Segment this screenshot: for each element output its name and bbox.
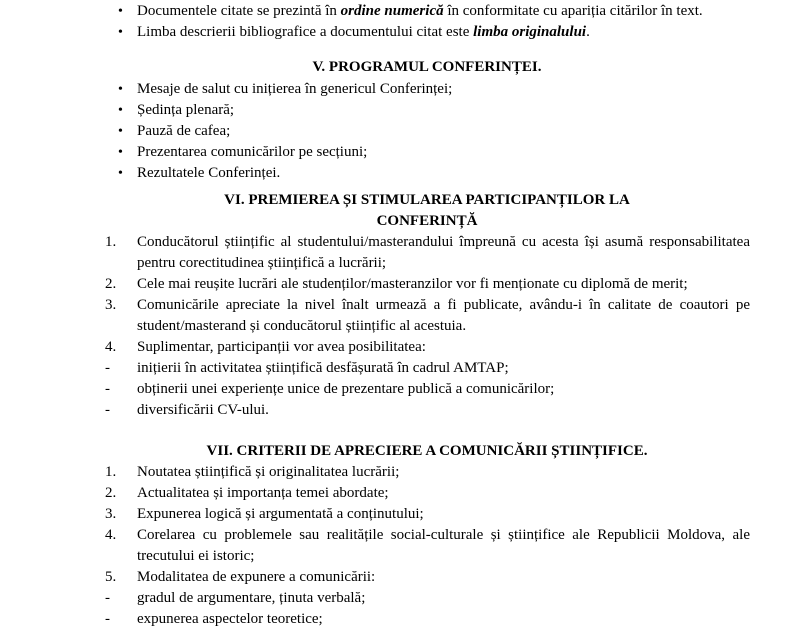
- list-item-text: Rezultatele Conferinței.: [137, 165, 281, 181]
- section-vi-heading-line1: VI. PREMIEREA ȘI STIMULAREA PARTICIPANȚILOR LA: [224, 192, 630, 208]
- section-vi-heading: [104, 190, 750, 232]
- list-number: 2.: [105, 485, 117, 501]
- list-item-text: gradul de argumentare, ținuta verbală;: [137, 590, 366, 606]
- list-item: [104, 79, 750, 100]
- list-item-text: expunerea aspectelor teoretice;: [137, 611, 323, 627]
- list-number: 2.: [105, 276, 117, 292]
- list-item-text: Corelarea cu problemele sau realitățile social-culturale și științifice ale Republicii Moldova, ale trecutului ei istoric;: [137, 527, 750, 564]
- list-item-text: obținerii unei experiențe unice de prezentare publică a comunicărilor;: [137, 381, 555, 397]
- list-item: [104, 337, 750, 358]
- bullet-icon: •: [118, 103, 123, 118]
- section-vi-heading-line2: CONFERINȚĂ: [376, 213, 478, 229]
- list-item: [104, 588, 750, 609]
- list-item: [104, 400, 750, 421]
- section-vii-heading: VII. CRITERII DE APRECIERE A COMUNICĂRII ȘTIINȚIFICE.: [206, 443, 648, 459]
- list-item: [104, 274, 750, 295]
- list-number: 5.: [105, 569, 117, 585]
- emphasized-text: ordine numerică: [340, 3, 444, 19]
- list-item: [104, 121, 750, 142]
- list-item: [104, 609, 750, 630]
- text-run: în conformitate cu apariția citărilor în text.: [443, 3, 703, 19]
- bullet-icon: •: [118, 25, 123, 40]
- text-run: Documentele citate se prezintă în: [137, 3, 341, 19]
- text-run: .: [586, 24, 590, 40]
- list-item-text: Cele mai reușite lucrări ale studenților/masteranzilor vor fi menționate cu diplomă de merit;: [137, 276, 688, 292]
- list-item: [104, 100, 750, 121]
- bullet-icon: •: [118, 82, 123, 97]
- list-number: 4.: [105, 339, 117, 355]
- list-item-text: Ședința plenară;: [137, 102, 235, 118]
- bullet-icon: •: [118, 4, 123, 19]
- text-run: Limba descrierii bibliografice a documentului citat este: [137, 24, 474, 40]
- list-item: [104, 379, 750, 400]
- list-item: [104, 295, 750, 337]
- list-item-text: Mesaje de salut cu inițierea în genericul Conferinței;: [137, 81, 453, 97]
- dash-marker: -: [105, 402, 110, 418]
- list-item: [104, 22, 750, 43]
- dash-marker: -: [105, 590, 110, 606]
- list-item: [104, 142, 750, 163]
- dash-marker: -: [105, 381, 110, 397]
- list-item-text: [137, 3, 703, 19]
- list-item-text: Comunicările apreciate la nivel înalt urmează a fi publicate, avându-i în calitate de coautori pe student/masterand și conducătorul științific al acestuia.: [137, 297, 750, 334]
- list-item-text: Actualitatea și importanța temei abordate;: [137, 485, 389, 501]
- list-number: 4.: [105, 527, 117, 543]
- list-item: [104, 232, 750, 274]
- list-item: [104, 504, 750, 525]
- list-item: [104, 1, 750, 22]
- list-item-text: Prezentarea comunicărilor pe secțiuni;: [137, 144, 368, 160]
- list-item-text: Noutatea științifică și originalitatea lucrării;: [137, 464, 400, 480]
- list-item: [104, 358, 750, 379]
- list-number: 3.: [105, 297, 117, 313]
- list-item: [104, 163, 750, 184]
- bullet-icon: •: [118, 124, 123, 139]
- list-item-text: Suplimentar, participanții vor avea posibilitatea:: [137, 339, 426, 355]
- list-item-text: [137, 24, 590, 40]
- list-item-text: Modalitatea de expunere a comunicării:: [137, 569, 376, 585]
- list-item-text: inițierii în activitatea științifică desfășurată în cadrul AMTAP;: [137, 360, 509, 376]
- list-item-text: Expunerea logică și argumentată a conținutului;: [137, 506, 424, 522]
- list-item: [104, 567, 750, 588]
- list-item-text: diversificării CV-ului.: [137, 402, 269, 418]
- dash-marker: -: [105, 611, 110, 627]
- list-item: [104, 483, 750, 504]
- emphasized-text: limba originalului: [473, 24, 587, 40]
- section-v-heading: V. PROGRAMUL CONFERINȚEI.: [312, 59, 542, 75]
- list-item: [104, 525, 750, 567]
- list-item-text: Conducătorul științific al studentului/masterandului împreună cu acesta își asumă responsabilitatea pentru corectitudinea științifică a lucrării;: [137, 234, 750, 271]
- list-number: 1.: [105, 234, 117, 250]
- bullet-icon: •: [118, 166, 123, 181]
- list-item-text: Pauză de cafea;: [137, 123, 231, 139]
- list-item: [104, 462, 750, 483]
- list-number: 3.: [105, 506, 117, 522]
- bullet-icon: •: [118, 145, 123, 160]
- dash-marker: -: [105, 360, 110, 376]
- list-number: 1.: [105, 464, 117, 480]
